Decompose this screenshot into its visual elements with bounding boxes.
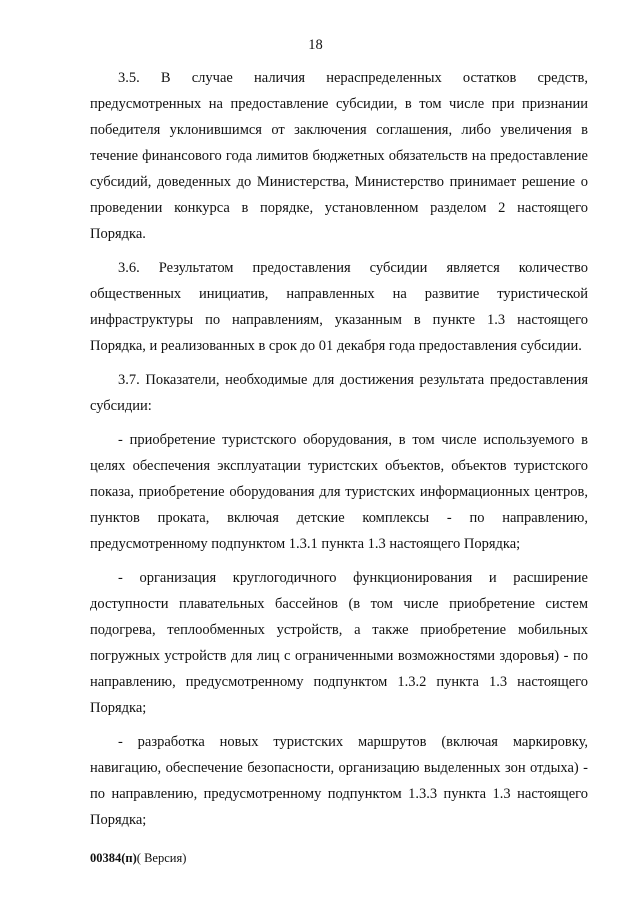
document-version: ( Версия): [136, 851, 187, 865]
list-item-equipment: - приобретение туристского оборудования, в том числе используемого в целях обеспечения эксплуатации туристских объектов, объектов туристского показа, приобретение оборудования для туристских информационных центров, пунктов проката, включая детские комплексы - по направлению, предусмотренному подпунктом 1.3.1 пункта 1.3 настоящего Порядка;: [90, 432, 588, 552]
list-item-pools: - организация круглогодичного функционирования и расширение доступности плавательных бассейнов (в том числе приобретение систем подогрева, теплообменных устройств, а также приобретение мобильных погружных устройств для лиц с ограниченными возможностями здоровья) - по направлению, предусмотренному подпунктом 1.3.2 пункта 1.3 настоящего Порядка;: [90, 570, 588, 716]
page-number: 18: [308, 37, 323, 53]
document-code: 00384(п): [90, 851, 137, 865]
document-footer: [90, 850, 186, 866]
list-item-routes: - разработка новых туристских маршрутов (включая маркировку, навигацию, обеспечение безопасности, организацию выделенных зон отдыха) - по направлению, предусмотренному подпунктом 1.3.3 пункта 1.3 настоящего Порядка;: [90, 734, 588, 828]
paragraph-3-6: 3.6. Результатом предоставления субсидии является количество общественных инициатив, направленных на развитие туристической инфраструктуры по направлениям, указанным в пункте 1.3 настоящего Порядка, и реализованных в срок до 01 декабря года предоставления субсидии.: [90, 260, 588, 354]
document-body: [90, 65, 588, 841]
paragraph-3-7: 3.7. Показатели, необходимые для достижения результата предоставления субсидии:: [90, 372, 588, 414]
paragraph-3-5: 3.5. В случае наличия нераспределенных остатков средств, предусмотренных на предоставление субсидии, в том числе при признании победителя уклонившимся от заключения соглашения, либо увеличения в течение финансового года лимитов бюджетных обязательств на предоставление субсидий, доведенных до Министерства, Министерство принимает решение о проведении конкурса в порядке, установленном разделом 2 настоящего Порядка.: [90, 70, 588, 242]
